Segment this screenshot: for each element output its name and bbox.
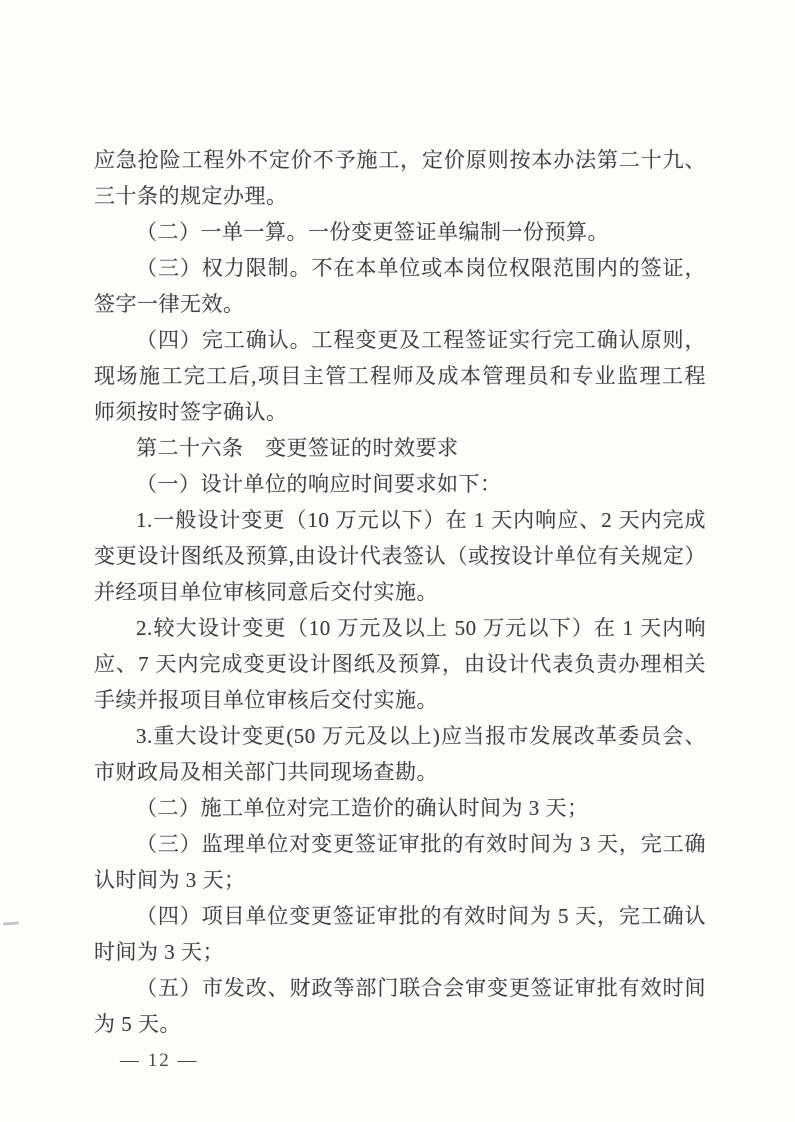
- scan-artifact-mark: [3, 921, 19, 925]
- text-line: 应、7 天内完成变更设计图纸及预算，由设计代表负责办理相关: [94, 652, 706, 676]
- article-heading: 第二十六条 变更签证的时效要求: [136, 436, 459, 460]
- text-line: （五）市发改、财政等部门联合会审变更签证审批有效时间: [136, 976, 706, 1000]
- text-line: （四）完工确认。工程变更及工程签证实行完工确认原则，: [136, 328, 706, 352]
- text-line: 并经项目单位审核同意后交付实施。: [94, 580, 438, 604]
- text-line: （二）施工单位对完工造价的确认时间为 3 天；: [136, 796, 589, 820]
- text-line: 3.重大设计变更(50 万元及以上)应当报市发展改革委员会、: [136, 724, 706, 748]
- text-line: 认时间为 3 天；: [94, 868, 246, 892]
- text-line: （三）监理单位对变更签证审批的有效时间为 3 天，完工确: [136, 832, 706, 856]
- text-line: 现场施工完工后,项目主管工程师及成本管理员和专业监理工程: [94, 364, 706, 388]
- text-line: 2.较大设计变更（10 万元及以上 50 万元以下）在 1 天内响: [136, 616, 706, 640]
- text-line: 签字一律无效。: [94, 292, 245, 316]
- text-line: （三）权力限制。不在本单位或本岗位权限范围内的签证，: [136, 256, 706, 280]
- text-line: （四）项目单位变更签证审批的有效时间为 5 天，完工确认: [136, 904, 706, 928]
- page-number: — 12 —: [120, 1050, 199, 1071]
- text-line: （一）设计单位的响应时间要求如下：: [136, 472, 502, 496]
- text-line: 师须按时签字确认。: [94, 400, 288, 424]
- text-line: 时间为 3 天；: [94, 940, 224, 964]
- document-body: [94, 142, 706, 1042]
- text-line: 变更设计图纸及预算,由设计代表签认（或按设计单位有关规定）: [94, 544, 706, 568]
- text-line: 手续并报项目单位审核后交付实施。: [94, 688, 438, 712]
- text-line: 1.一般设计变更（10 万元以下）在 1 天内响应、2 天内完成: [136, 508, 706, 532]
- text-line: 应急抢险工程外不定价不予施工，定价原则按本办法第二十九、: [94, 148, 706, 172]
- text-line: 市财政局及相关部门共同现场查勘。: [94, 760, 438, 784]
- text-line: 三十条的规定办理。: [94, 184, 288, 208]
- text-line: 为 5 天。: [94, 1012, 181, 1036]
- text-line: （二）一单一算。一份变更签证单编制一份预算。: [136, 220, 609, 244]
